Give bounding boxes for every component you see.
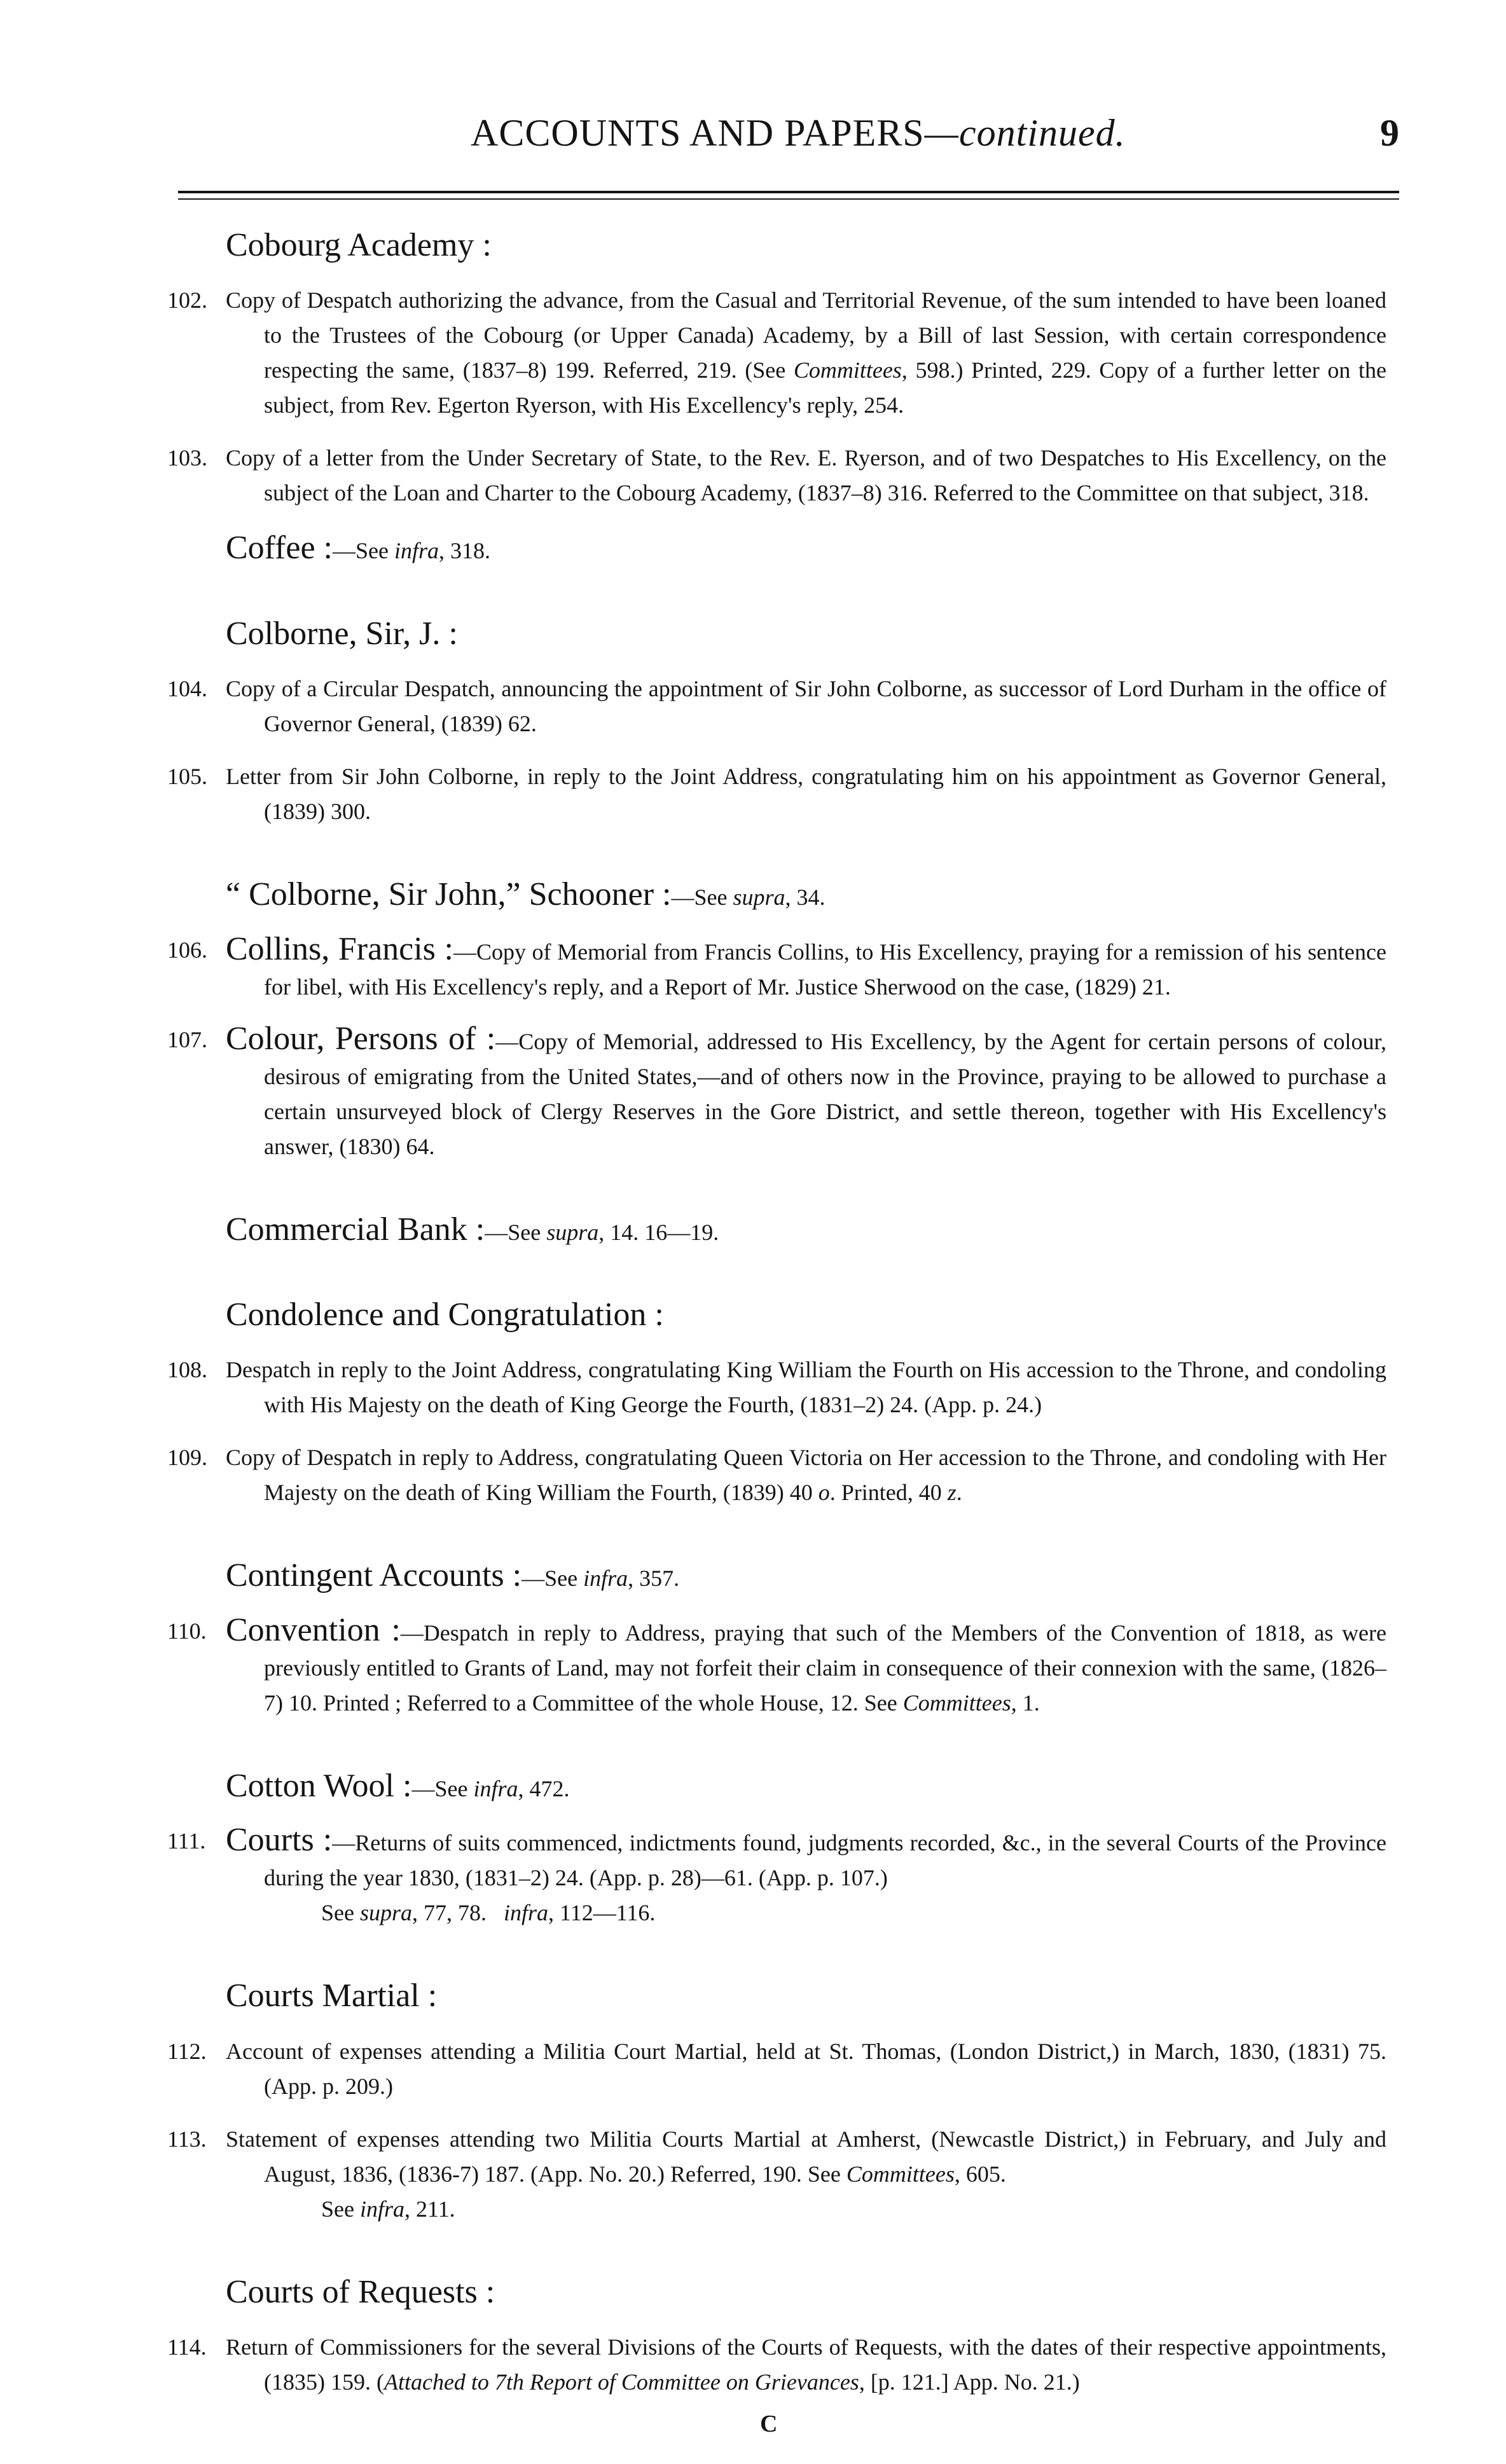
entry-text: Account of expenses attending a Militia Court Martial, held at St. Thomas, (London District,) in March, 1830, (1831) 75. (App. p. 209.) bbox=[226, 2038, 1386, 2099]
section-heading-condolence: Condolence and Congratulation : bbox=[226, 1296, 664, 1333]
cross-reference-see: See bbox=[321, 1900, 354, 1926]
entry-text bbox=[226, 1440, 1386, 1510]
entry-number: 103. bbox=[167, 445, 207, 471]
page-content bbox=[167, 226, 1387, 2418]
cross-reference-num: , 211. bbox=[404, 2196, 455, 2222]
entry-text-part: —Copy of Memorial, addressed to His Excellency, by the Agent for certain persons of colour, desirous of emigrating from the United States,—and of others now in the Province, praying to be allowed to purchase a certain unsurveyed block of Clergy Reserves in the Gore District, and settle thereon, together with His Excellency's answer, (1830) 64. bbox=[264, 1028, 1387, 1159]
entry-italic: z bbox=[947, 1480, 957, 1506]
header-rule-thin bbox=[178, 198, 1399, 200]
cross-reference-infra: infra bbox=[359, 2196, 404, 2222]
section-heading-courts-requests: Courts of Requests : bbox=[226, 2273, 495, 2310]
entry-number: 113. bbox=[167, 2126, 207, 2152]
cross-reference bbox=[522, 1566, 679, 1591]
entry-111 bbox=[167, 1822, 1386, 1931]
cross-reference bbox=[411, 1776, 569, 1801]
entry-number: 110. bbox=[167, 1618, 207, 1644]
cross-reference-infra: infra bbox=[583, 1566, 628, 1592]
entry-107 bbox=[167, 1020, 1387, 1164]
entry-text bbox=[226, 1352, 1386, 1422]
cross-reference-num: , 112—116. bbox=[548, 1900, 656, 1926]
section-heading-colborne: Colborne, Sir, J. : bbox=[226, 615, 458, 652]
cross-reference-see: —See bbox=[671, 884, 728, 911]
heading-text: Contingent Accounts : bbox=[226, 1557, 522, 1594]
cross-reference-supra: supra bbox=[546, 1219, 599, 1245]
entry-103 bbox=[167, 441, 1386, 511]
entry-number: 106. bbox=[167, 937, 207, 963]
entry-number: 109. bbox=[167, 1445, 207, 1471]
section-heading-contingent bbox=[226, 1556, 1386, 1595]
cross-reference-see: —See bbox=[522, 1566, 578, 1592]
entry-text-part: —Despatch in reply to Address, praying that such of the Members of the Convention of 1818, as were previously entitled to Grants of Land, may not forfeit their claim in consequence of their connexion with the same, (1826–7) 10. Printed ; Referred to a Committee of the whole House, 12. See bbox=[264, 1620, 1386, 1716]
entry-number: 104. bbox=[167, 676, 207, 702]
entry-text-part: , [p. 121.] App. No. 21.) bbox=[859, 2369, 1080, 2395]
cross-reference-infra: infra bbox=[504, 1900, 549, 1926]
cross-reference-supra: supra bbox=[733, 884, 785, 911]
entry-text-part: Return of Commissioners for the several Divisions of the Courts of Requests, with the dates of their respective appointments, (1835) 159. ( bbox=[226, 2334, 1386, 2395]
entry-number: 102. bbox=[167, 287, 207, 313]
cross-reference bbox=[226, 2192, 1386, 2227]
entry-114 bbox=[167, 2330, 1386, 2400]
entry-number: 112. bbox=[167, 2038, 207, 2064]
cross-reference-num: , 34. bbox=[785, 884, 826, 911]
heading-text: Coffee : bbox=[226, 530, 333, 567]
cross-reference-num: , 14. 16—19. bbox=[598, 1219, 719, 1245]
entry-text: Copy of a Circular Despatch, announcing the appointment of Sir John Colborne, as successor of Lord Durham in the office of Governor General, (1839) 62. bbox=[226, 676, 1386, 737]
entry-number: 108. bbox=[167, 1357, 207, 1383]
section-heading-commercial-bank bbox=[226, 1210, 1386, 1249]
cross-reference bbox=[671, 884, 825, 910]
entry-text bbox=[226, 1611, 1386, 1721]
entry-number: 114. bbox=[167, 2334, 207, 2360]
entry-text-part: . bbox=[956, 1480, 962, 1506]
entry-text-part: App. bbox=[932, 1392, 978, 1418]
entry-lead: Collins, Francis : bbox=[226, 930, 453, 967]
entry-112 bbox=[167, 2034, 1386, 2104]
entry-italic: o bbox=[818, 1480, 830, 1506]
entry-text-part: , 1. bbox=[1011, 1690, 1040, 1716]
cross-reference-num: , 472. bbox=[518, 1775, 570, 1801]
entry-text-part: Statement of expenses attending two Militia Courts Martial at Amherst, (Newcastle District,) in February, and July and August, 1836, (1836-7) 187. (App. No. 20.) Referred, 190. See bbox=[226, 2126, 1386, 2187]
signature-mark: C bbox=[760, 2411, 778, 2437]
cross-reference-infra: infra bbox=[394, 538, 439, 564]
entry-text: Letter from Sir John Colborne, in reply to the Joint Address, congratulating him on his appointment as Governor General, (1839) 300. bbox=[226, 764, 1386, 825]
entry-text bbox=[226, 283, 1386, 423]
entry-text: Copy of a letter from the Under Secretary of State, to the Rev. E. Ryerson, and of two Despatches to His Excellency, on the subject of the Loan and Charter to the Cobourg Academy, (1837–8) 316. Referred to the Committee on that subject, 318. bbox=[226, 445, 1386, 506]
running-head bbox=[178, 111, 1399, 169]
entry-text-part: Copy of Despatch authorizing the advance, from the Casual and Territorial Revenue, of the sum intended to have been loaned to the Trustees of the Cobourg (or Upper Canada) Academy, by a Bill of last Session, with certain correspondence respecting the same, (1837–8) 199. Referred, 219. (See bbox=[226, 287, 1386, 383]
entry-italic: Committees bbox=[846, 2161, 955, 2187]
entry-lead: Courts : bbox=[226, 1822, 333, 1859]
cross-reference-num: , 318. bbox=[438, 538, 490, 564]
entry-109 bbox=[167, 1440, 1386, 1510]
entry-number: 111. bbox=[167, 1828, 206, 1854]
entry-italic: Committees bbox=[902, 1690, 1011, 1716]
section-heading-cotton bbox=[226, 1766, 1386, 1806]
cross-reference-infra: infra bbox=[473, 1775, 518, 1801]
section-heading-courts-martial: Courts Martial : bbox=[226, 1978, 438, 2014]
heading-text: Cotton Wool : bbox=[226, 1767, 412, 1804]
entry-italic: Committees bbox=[793, 357, 902, 383]
title-text: ACCOUNTS AND PAPERS bbox=[471, 112, 925, 154]
entry-text bbox=[226, 1022, 1386, 1164]
entry-text-part: p. 24.) bbox=[977, 1392, 1042, 1418]
entry-text bbox=[226, 2330, 1386, 2400]
title-suffix: —continued. bbox=[924, 112, 1126, 154]
entry-106 bbox=[167, 930, 1386, 1005]
entry-text bbox=[226, 1824, 1386, 1896]
entry-lead: Colour, Persons of : bbox=[226, 1020, 496, 1057]
cross-reference bbox=[485, 1220, 719, 1245]
section-heading-colborne-schooner bbox=[226, 875, 1386, 914]
cross-reference-see: See bbox=[321, 2196, 354, 2222]
entry-text-part: , 598.) Printed, 229. Copy of a further letter on the subject, from Rev. Egerton Ryerson, with His Excellency's reply, 254. bbox=[264, 357, 1386, 418]
heading-text: Commercial Bank : bbox=[226, 1211, 485, 1248]
entry-110 bbox=[167, 1611, 1386, 1721]
entry-104 bbox=[167, 671, 1386, 741]
entry-105 bbox=[167, 759, 1386, 829]
entry-113 bbox=[167, 2122, 1386, 2227]
entry-text-part: . Printed, 40 bbox=[829, 1480, 942, 1506]
cross-reference-supra: supra bbox=[359, 1900, 413, 1926]
cross-reference-num: , 77, 78. bbox=[412, 1900, 487, 1926]
cross-reference bbox=[226, 1896, 1386, 1931]
cross-reference-see: —See bbox=[411, 1775, 468, 1801]
entry-text-part: , 605. bbox=[954, 2161, 1006, 2187]
cross-reference-num: , 357. bbox=[628, 1566, 680, 1592]
section-heading-coffee bbox=[226, 528, 1386, 568]
entry-102 bbox=[167, 283, 1386, 423]
entry-italic: Attached to 7th Report of Committee on Grievances bbox=[383, 2369, 859, 2395]
entry-number: 107. bbox=[167, 1026, 207, 1052]
page-number: 9 bbox=[1380, 112, 1399, 154]
entry-text-part: —Copy of Memorial from Francis Collins, to His Excellency, praying for a remission of his sentence for libel, with His Excellency's reply, and a Report of Mr. Justice Sherwood on the case, (1829) 21. bbox=[264, 939, 1386, 1000]
page-title bbox=[471, 111, 1126, 155]
entry-text-part: Copy of Despatch in reply to Address, congratulating Queen Victoria on Her accession to the Throne, and condoling with Her Majesty on the death of King William the Fourth, (1839) 40 bbox=[226, 1445, 1386, 1506]
entry-text bbox=[226, 930, 1386, 1005]
entry-text bbox=[226, 2122, 1386, 2192]
heading-text: “ Colborne, Sir John,” Schooner : bbox=[226, 876, 672, 913]
entry-108 bbox=[167, 1352, 1386, 1422]
cross-reference-see: —See bbox=[332, 538, 389, 564]
section-heading-cobourg: Cobourg Academy : bbox=[226, 227, 492, 263]
cross-reference bbox=[333, 538, 490, 563]
entry-text-part: Despatch in reply to the Joint Address, congratulating King William the Fourth on His accession to the Throne, and condoling with His Majesty on the death of King George the Fourth, (1831–2) 24. ( bbox=[226, 1357, 1386, 1418]
entry-lead: Convention : bbox=[226, 1611, 401, 1648]
entry-text-part: —Returns of suits commenced, indictments found, judgments recorded, &c., in the several Courts of the Province during the year 1830, (1831–2) 24. (App. p. 28)—61. (App. p. 107.) bbox=[264, 1830, 1386, 1891]
header-rule bbox=[178, 191, 1399, 193]
entry-number: 105. bbox=[167, 764, 207, 790]
cross-reference-see: —See bbox=[485, 1219, 541, 1245]
